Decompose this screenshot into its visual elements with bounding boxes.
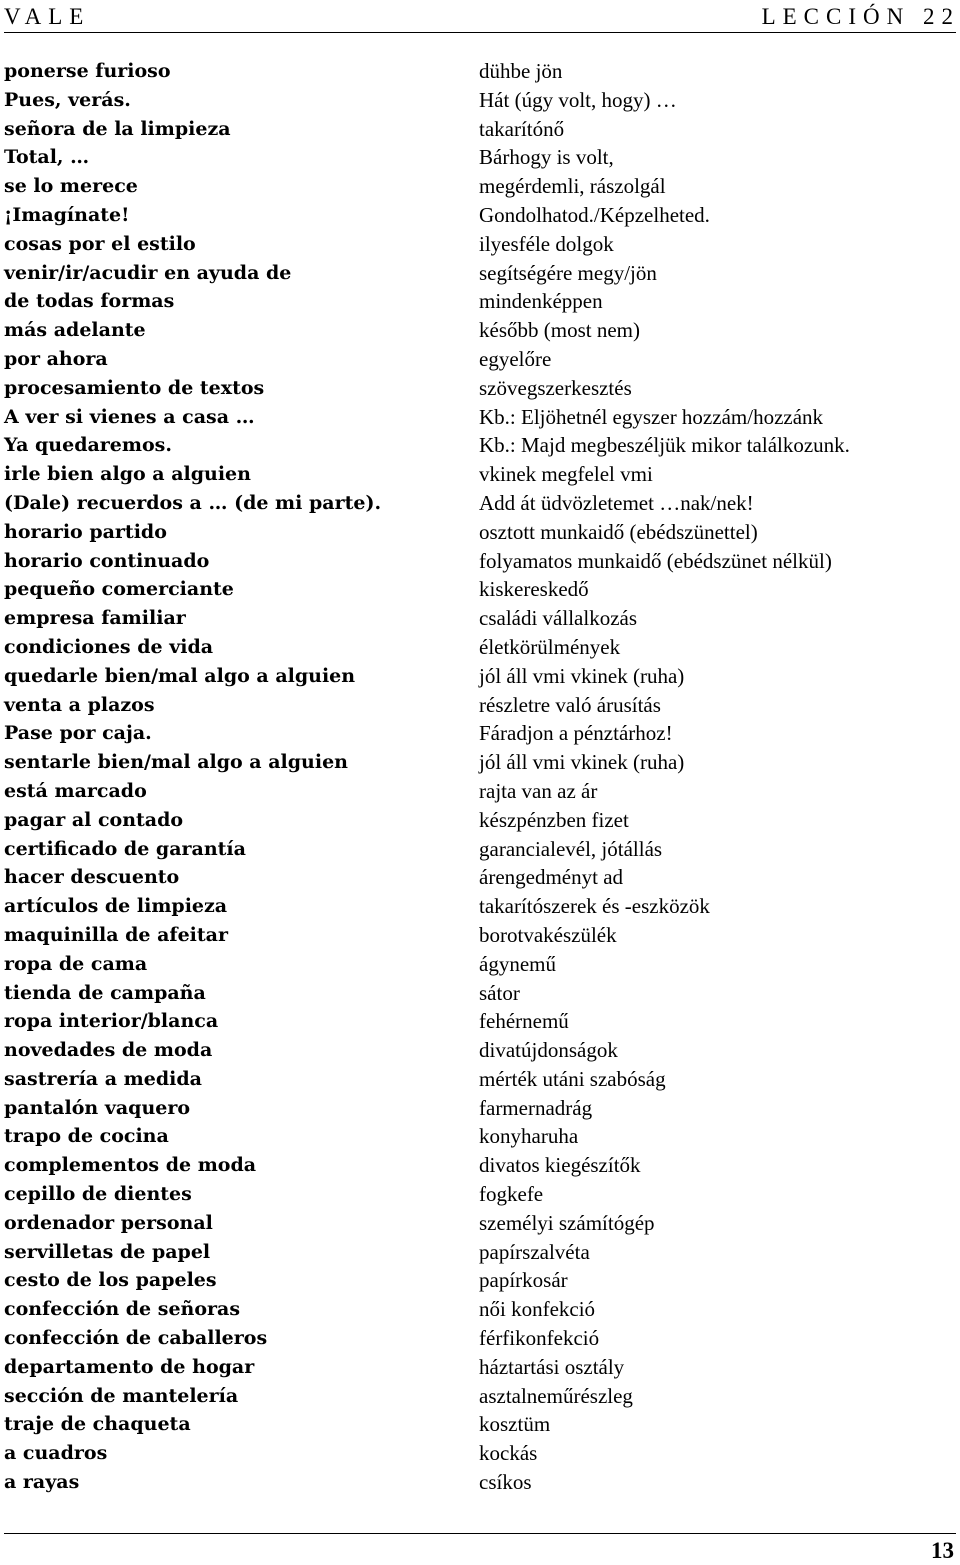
spanish-term: Ya quedaremos. [4, 434, 172, 457]
hungarian-translation: konyharuha [479, 1124, 579, 1149]
spanish-term: se lo merece [4, 175, 138, 198]
vocab-row [4, 748, 956, 777]
hungarian-translation: divatos kiegészítők [479, 1153, 641, 1178]
spanish-term: de todas formas [4, 290, 175, 313]
hungarian-translation: Gondolhatod./Képzelheted. [479, 202, 710, 227]
hungarian-translation: garancialevél, jótállás [479, 836, 663, 861]
spanish-term: departamento de hogar [4, 1355, 255, 1378]
hungarian-translation: papírszalvéta [479, 1239, 590, 1264]
hungarian-translation: személyi számítógép [479, 1210, 655, 1235]
vocab-row [4, 1180, 956, 1209]
hungarian-translation: rajta van az ár [479, 778, 598, 803]
vocab-row [4, 287, 956, 316]
vocab-row [4, 431, 956, 460]
vocab-row [4, 172, 956, 201]
spanish-term: venir/ir/acudir en ayuda de [4, 261, 292, 284]
vocab-row [4, 1209, 956, 1238]
vocab-row [4, 1094, 956, 1123]
hungarian-translation: családi vállalkozás [479, 606, 638, 631]
hungarian-translation: farmernadrág [479, 1095, 593, 1120]
spanish-term: cepillo de dientes [4, 1183, 192, 1206]
spanish-term: A ver si vienes a casa … [4, 405, 255, 428]
vocab-row [4, 115, 956, 144]
spanish-term: cosas por el estilo [4, 232, 196, 255]
book-title: VALE [4, 4, 91, 29]
hungarian-translation: ilyesféle dolgok [479, 231, 614, 256]
spanish-term: Total, … [4, 146, 90, 169]
hungarian-translation: jól áll vmi vkinek (ruha) [479, 663, 685, 688]
vocab-row [4, 86, 956, 115]
vocab-row [4, 1065, 956, 1094]
hungarian-translation: vkinek megfelel vmi [479, 462, 653, 487]
hungarian-translation: dühbe jön [479, 59, 563, 83]
hungarian-translation: segítségére megy/jön [479, 260, 657, 285]
vocab-row [4, 633, 956, 662]
hungarian-translation: papírkosár [479, 1268, 568, 1293]
hungarian-translation: később (most nem) [479, 318, 640, 343]
spanish-term: certificado de garantía [4, 837, 246, 860]
spanish-term: está marcado [4, 779, 147, 802]
hungarian-translation: részletre való árusítás [479, 692, 661, 717]
vocab-row [4, 489, 956, 518]
hungarian-translation: fehérnemű [479, 1009, 569, 1034]
vocab-row [4, 201, 956, 230]
spanish-term: irle bien algo a alguien [4, 463, 251, 486]
vocab-row [4, 1410, 956, 1439]
vocab-row [4, 1382, 956, 1411]
spanish-term: ropa de cama [4, 952, 148, 975]
hungarian-translation: asztalneműrészleg [479, 1383, 633, 1408]
vocab-row [4, 345, 956, 374]
hungarian-translation: divatújdonságok [479, 1038, 618, 1063]
vocab-row [4, 1122, 956, 1151]
vocab-row [4, 1266, 956, 1295]
spanish-term: ordenador personal [4, 1211, 213, 1234]
vocab-row [4, 1295, 956, 1324]
hungarian-translation: életkörülmények [479, 634, 621, 659]
spanish-term: sastrería a medida [4, 1067, 202, 1090]
spanish-term: sección de mantelería [4, 1384, 239, 1407]
spanish-term: empresa familiar [4, 607, 186, 630]
hungarian-translation: osztott munkaidő (ebédszünettel) [479, 519, 758, 544]
spanish-term: pequeño comerciante [4, 578, 234, 601]
spanish-term: más adelante [4, 319, 146, 342]
vocab-row [4, 921, 956, 950]
vocab-row [4, 1439, 956, 1468]
hungarian-translation: takarítónő [479, 116, 565, 141]
vocab-row [4, 835, 956, 864]
spanish-term: procesamiento de textos [4, 376, 265, 399]
vocab-row [4, 777, 956, 806]
vocab-row [4, 1238, 956, 1267]
vocab-row [4, 892, 956, 921]
vocab-row [4, 1036, 956, 1065]
vocab-row [4, 1007, 956, 1036]
vocab-row [4, 604, 956, 633]
spanish-term: tienda de campaña [4, 981, 206, 1004]
hungarian-translation: Add át üdvözletemet …nak/nek! [479, 490, 754, 515]
vocab-row [4, 316, 956, 345]
spanish-term: pantalón vaquero [4, 1096, 191, 1119]
hungarian-translation: Hát (úgy volt, hogy) … [479, 87, 677, 112]
hungarian-translation: borotvakészülék [479, 922, 617, 947]
spanish-term: pagar al contado [4, 808, 184, 831]
hungarian-translation: szövegszerkesztés [479, 375, 632, 400]
spanish-term: por ahora [4, 347, 108, 370]
hungarian-translation: árengedményt ad [479, 865, 624, 890]
vocab-row [4, 1324, 956, 1353]
vocab-row [4, 1151, 956, 1180]
hungarian-translation: Kb.: Majd megbeszéljük mikor találkozunk. [479, 433, 850, 458]
spanish-term: a rayas [4, 1471, 80, 1494]
spanish-term: traje de chaqueta [4, 1413, 191, 1436]
hungarian-translation: készpénzben fizet [479, 807, 629, 832]
spanish-term: señora de la limpieza [4, 117, 231, 140]
vocabulary-list [4, 57, 956, 1497]
page-number: 13 [931, 1538, 954, 1563]
spanish-term: trapo de cocina [4, 1125, 169, 1148]
vocab-row [4, 143, 956, 172]
vocab-row [4, 547, 956, 576]
spanish-term: cesto de los papeles [4, 1269, 217, 1292]
spanish-term: ropa interior/blanca [4, 1010, 219, 1033]
vocab-row [4, 230, 956, 259]
hungarian-translation: Fáradjon a pénztárhoz! [479, 721, 673, 746]
vocab-row [4, 1468, 956, 1497]
vocab-row [4, 575, 956, 604]
hungarian-translation: Kb.: Eljöhetnél egyszer hozzám/hozzánk [479, 404, 824, 429]
vocab-row [4, 691, 956, 720]
spanish-term: venta a plazos [4, 693, 155, 716]
spanish-term: a cuadros [4, 1442, 108, 1465]
hungarian-translation: csíkos [479, 1470, 532, 1495]
vocab-row [4, 57, 956, 86]
vocab-row [4, 979, 956, 1008]
hungarian-translation: háztartási osztály [479, 1354, 625, 1379]
vocab-row [4, 374, 956, 403]
vocab-row [4, 259, 956, 288]
vocab-row [4, 662, 956, 691]
spanish-term: complementos de moda [4, 1154, 257, 1177]
hungarian-translation: fogkefe [479, 1182, 544, 1207]
spanish-term: sentarle bien/mal algo a alguien [4, 751, 348, 774]
spanish-term: maquinilla de afeitar [4, 923, 229, 946]
spanish-term: quedarle bien/mal algo a alguien [4, 664, 356, 687]
spanish-term: (Dale) recuerdos a … (de mi parte). [4, 491, 382, 514]
hungarian-translation: egyelőre [479, 346, 552, 371]
spanish-term: artículos de limpieza [4, 895, 228, 918]
hungarian-translation: takarítószerek és -eszközök [479, 894, 710, 919]
hungarian-translation: Bárhogy is volt, [479, 145, 614, 170]
vocab-row [4, 863, 956, 892]
hungarian-translation: női konfekció [479, 1297, 596, 1322]
vocab-row [4, 719, 956, 748]
hungarian-translation: folyamatos munkaidő (ebédszünet nélkül) [479, 548, 832, 573]
hungarian-translation: kosztüm [479, 1412, 551, 1437]
hungarian-translation: kiskereskedő [479, 577, 589, 602]
spanish-term: ponerse furioso [4, 60, 171, 82]
hungarian-translation: férfikonfekció [479, 1326, 600, 1351]
hungarian-translation: mindenképpen [479, 289, 603, 314]
vocab-row [4, 950, 956, 979]
spanish-term: servilletas de papel [4, 1240, 211, 1263]
hungarian-translation: kockás [479, 1441, 538, 1466]
hungarian-translation: sátor [479, 980, 520, 1005]
vocab-row [4, 403, 956, 432]
spanish-term: Pase por caja. [4, 722, 152, 745]
vocab-row [4, 1353, 956, 1382]
lesson-title: LECCIÓN 22 [761, 4, 960, 29]
spanish-term: confección de caballeros [4, 1327, 268, 1350]
vocab-row [4, 518, 956, 547]
spanish-term: horario continuado [4, 549, 210, 572]
vocab-row [4, 806, 956, 835]
spanish-term: horario partido [4, 520, 167, 543]
spanish-term: hacer descuento [4, 866, 180, 889]
hungarian-translation: megérdemli, rászolgál [479, 174, 666, 199]
vocab-row [4, 460, 956, 489]
spanish-term: condiciones de vida [4, 635, 214, 658]
spanish-term: confección de señoras [4, 1298, 241, 1321]
spanish-term: ¡Imagínate! [4, 203, 130, 226]
hungarian-translation: ágynemű [479, 951, 556, 976]
hungarian-translation: jól áll vmi vkinek (ruha) [479, 750, 685, 775]
page-header [4, 0, 960, 33]
spanish-term: novedades de moda [4, 1039, 213, 1062]
spanish-term: Pues, verás. [4, 88, 131, 111]
footer-divider [4, 1533, 956, 1534]
hungarian-translation: mérték utáni szabóság [479, 1066, 666, 1091]
